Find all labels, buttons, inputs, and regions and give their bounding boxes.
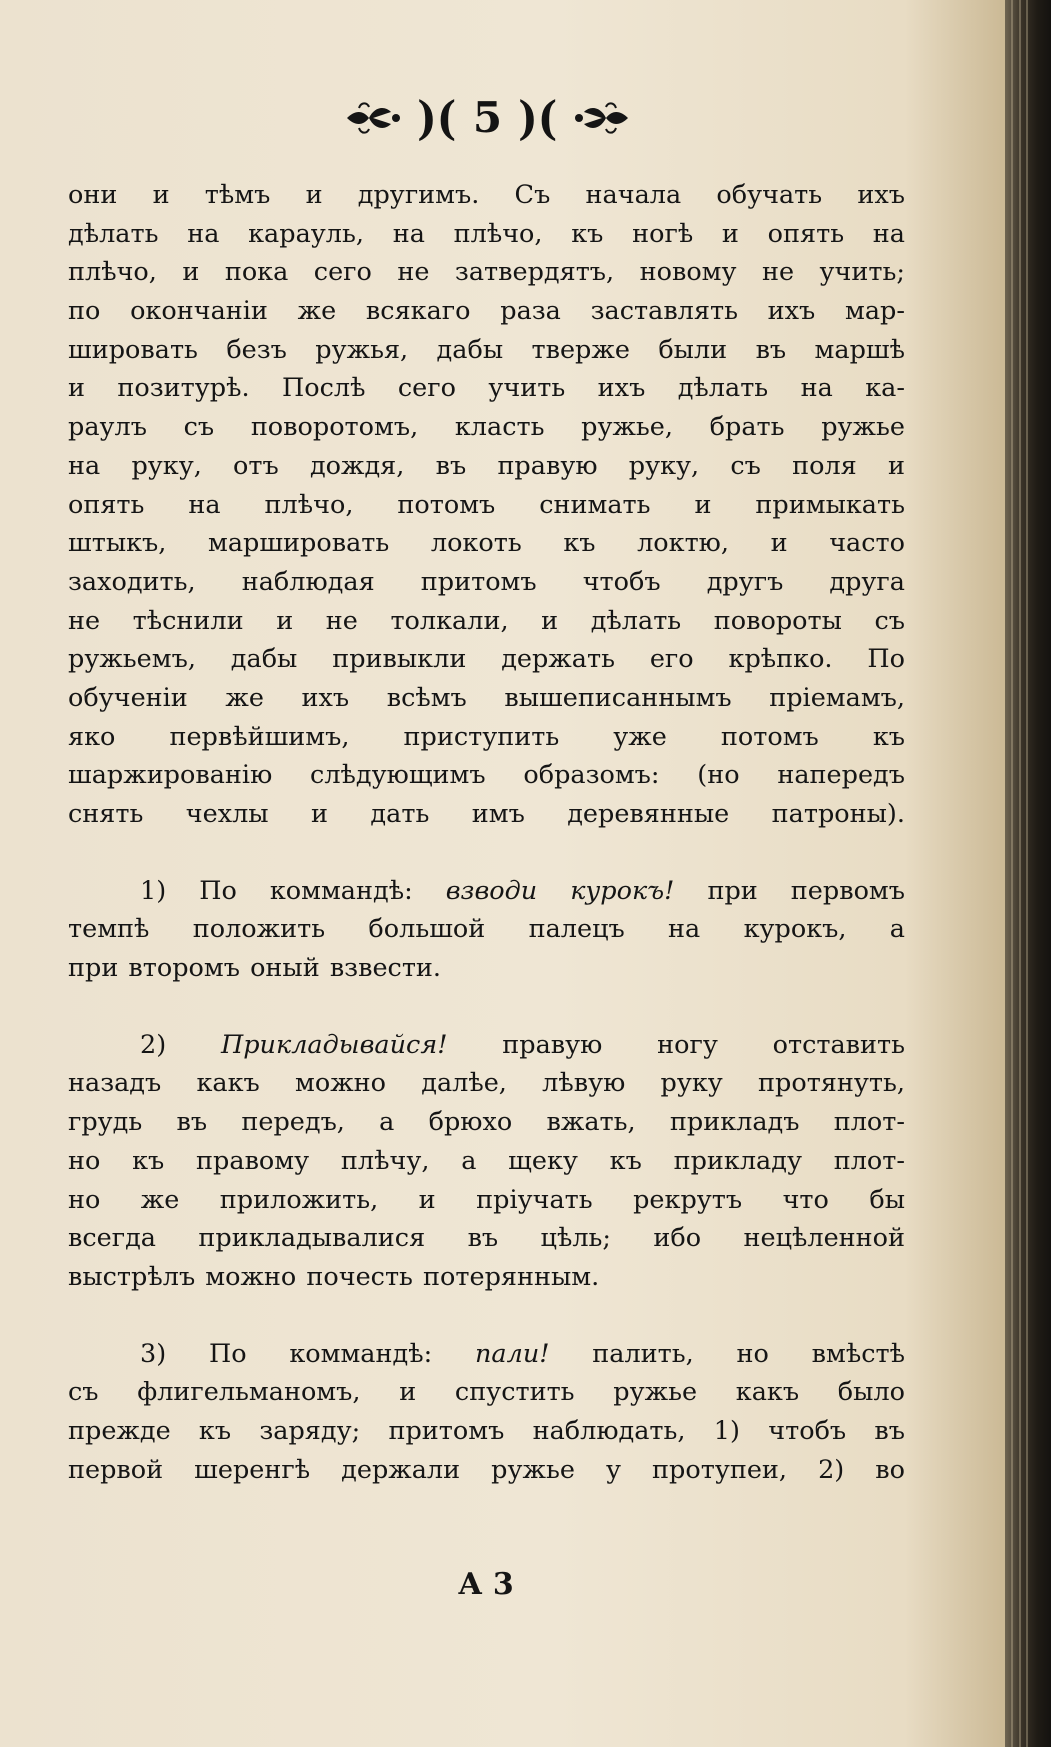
- text-line: но же приложить, и пріучать рекрутъ что бы: [68, 1184, 905, 1215]
- paragraph-first-line: [68, 872, 905, 911]
- page-number: 5: [472, 93, 503, 142]
- command-word: пали!: [474, 1338, 550, 1369]
- item-number: 2): [140, 1029, 167, 1060]
- text-line: и позитурѣ. Послѣ сего учить ихъ дѣлать на ка-: [68, 373, 905, 404]
- text-line: опять на плѣчо, потомъ снимать и примыкать: [68, 489, 905, 520]
- page-header: [0, 82, 975, 154]
- left-header-bracket: )(: [417, 91, 457, 145]
- line-remainder: при первомъ: [707, 875, 905, 906]
- opening-paragraph: [68, 176, 905, 834]
- text-line: снять чехлы и дать имъ деревянные патроны).: [68, 799, 905, 829]
- text-line: они и тѣмъ и другимъ. Съ начала обучать ихъ: [68, 180, 905, 210]
- line-remainder: правую ногу отставить: [502, 1029, 905, 1060]
- page-edge-line: [1019, 0, 1021, 1747]
- text-line: обученіи же ихъ всѣмъ вышеписаннымъ пріемамъ,: [68, 682, 905, 713]
- book-spine-edge: [1005, 0, 1051, 1747]
- text-line: на руку, отъ дождя, въ правую руку, съ поля и: [68, 450, 905, 481]
- text-line: первой шеренгѣ держали ружье у протупеи, 2) во: [68, 1454, 905, 1485]
- text-line: съ флигельманомъ, и спустить ружье какъ было: [68, 1377, 905, 1408]
- right-header-bracket: )(: [518, 91, 558, 145]
- text-line: по окончаніи же всякаго раза заставлять ихъ мар-: [68, 296, 905, 327]
- text-line: раулъ съ поворотомъ, класть ружье, брать ружье: [68, 412, 905, 443]
- text-line: грудь въ передъ, а брюхо вжать, прикладъ плот-: [68, 1107, 905, 1138]
- command-word: Прикладывайся!: [220, 1029, 448, 1060]
- text-line: штыкъ, маршировать локоть къ локтю, и часто: [68, 528, 905, 559]
- command-word: взводи курокъ!: [445, 875, 675, 906]
- text-line: при второмъ оный взвести.: [68, 953, 442, 984]
- command-prefix: По коммандѣ:: [199, 875, 413, 906]
- text-line: прежде къ заряду; притомъ наблюдать, 1) чтобъ въ: [68, 1415, 905, 1446]
- text-line: но къ правому плѣчу, а щеку къ прикладу плот-: [68, 1145, 905, 1176]
- text-line: яко первѣйшимъ, приступить уже потомъ къ: [68, 721, 905, 752]
- paragraph-first-line: [68, 1026, 905, 1065]
- item-number: 3): [140, 1338, 167, 1369]
- numbered-paragraph-1: [68, 872, 905, 988]
- text-line: всегда прикладывалися въ цѣль; ибо нецѣленной: [68, 1223, 905, 1254]
- text-line: дѣлать на карауль, на плѣчо, къ ногѣ и опять на: [68, 218, 905, 249]
- text-line: ружьемъ, дабы привыкли держать его крѣпко. По: [68, 644, 905, 675]
- body-text: [68, 176, 905, 1489]
- printer-signature-mark: А 3: [458, 1567, 514, 1602]
- text-line: шировать безъ ружья, дабы тверже были въ маршѣ: [68, 334, 905, 365]
- text-line: не тѣснили и не толкали, и дѣлать повороты съ: [68, 605, 905, 636]
- right-fleuron-ornament-icon: [574, 98, 632, 138]
- numbered-paragraph-3: [68, 1335, 905, 1490]
- text-line: темпѣ положить большой палецъ на курокъ, а: [68, 914, 905, 945]
- numbered-paragraph-2: [68, 1026, 905, 1297]
- text-line: шаржированію слѣдующимъ образомъ: (но напередъ: [68, 760, 905, 791]
- text-line: назадъ какъ можно далѣе, лѣвую руку протянуть,: [68, 1068, 905, 1099]
- paragraph-first-line: [68, 1335, 905, 1374]
- text-line: заходить, наблюдая притомъ чтобъ другъ друга: [68, 566, 905, 597]
- page-edge-line: [1026, 0, 1028, 1747]
- text-line: плѣчо, и пока сего не затвердятъ, новому не учить;: [68, 257, 905, 288]
- item-number: 1): [140, 875, 167, 906]
- text-line: выстрѣлъ можно почесть потерянным.: [68, 1261, 600, 1292]
- command-prefix: По коммандѣ:: [208, 1338, 433, 1369]
- page-edge-line: [1011, 0, 1013, 1747]
- line-remainder: палить, но вмѣстѣ: [592, 1338, 905, 1369]
- left-fleuron-ornament-icon: [343, 98, 401, 138]
